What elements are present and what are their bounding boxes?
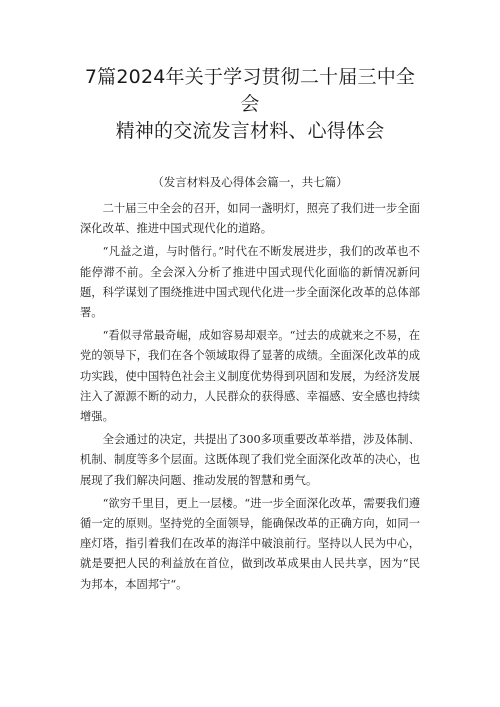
paragraph: 全会通过的决定，共提出了300多项重要改革举措，涉及体制、机制、制度等多个层面。这既体现了我们党全面深化改革的决心，也展现了我们解决问题、推动发展的智慧和勇气。 [80, 433, 420, 487]
paragraph: “欲穷千里目，更上一层楼。“进一步全面深化改革，需要我们遵循一定的原则。坚持党的全面领导，能确保改革的正确方向，如同一座灯塔，指引着我们在改革的海洋中破浪前行。坚持以人民为中心，就是要把人民的利益放在首位，做到改革成果由人民共享，因为“民为邦本，本固邦宁“。 [80, 496, 420, 591]
document-subtitle: （发言材料及心得体会篇一，共七篇） [152, 175, 348, 189]
document-title [80, 64, 420, 145]
paragraph: “凡益之道，与时偕行。”时代在不断发展进步，我们的改革也不能停滞不前。全会深入分析了推进中国式现代化面临的新情况新问题，科学谋划了围绕推进中国式现代化进一步全面深化改革的总体部署。 [80, 245, 420, 320]
paragraph: “看似寻常最奇崛，成如容易却艰辛。“过去的成就来之不易，在党的领导下，我们在各个领域取得了显著的成绩。全面深化改革的成功实践，使中国特色社会主义制度优势得到巩固和发展，为经济发展注入了源源不断的动力，人民群众的获得感、幸福感、安全感也持续增强。 [80, 329, 420, 424]
title-line-2: 精神的交流发言材料、心得体会 [115, 120, 385, 142]
document-body [80, 199, 420, 595]
paragraph: 二十届三中全会的召开，如同一盏明灯，照亮了我们进一步全面深化改革、推进中国式现代化的道路。 [80, 202, 420, 236]
title-line-1: 7篇2024年关于学习贯彻二十届三中全会 [84, 66, 416, 115]
